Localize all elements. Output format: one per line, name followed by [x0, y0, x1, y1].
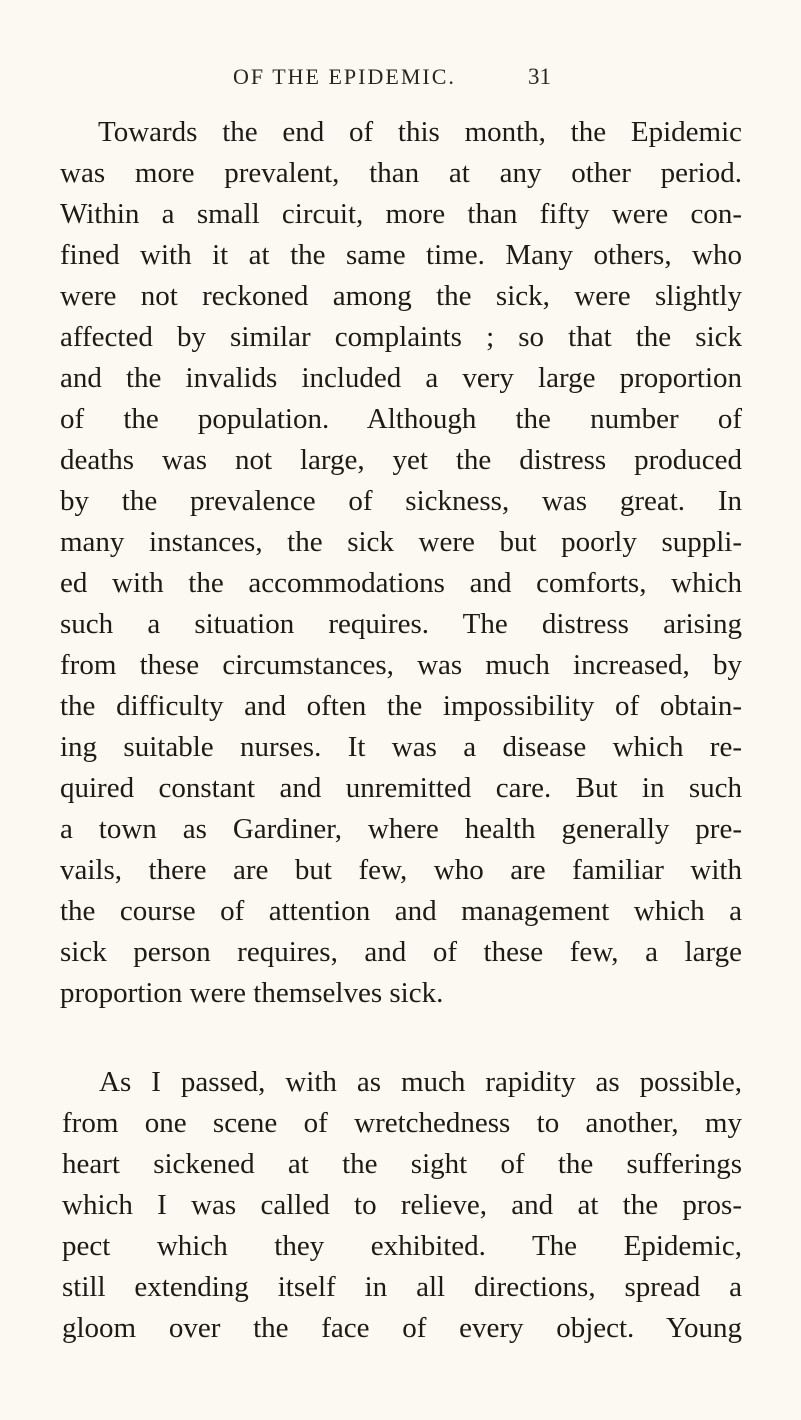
- text-line: affected by similar complaints ; so that the sick: [60, 321, 742, 353]
- text-line: the difficulty and often the impossibility of obtain-: [60, 690, 742, 722]
- page-number: 31: [528, 64, 551, 89]
- text-line: gloom over the face of every object. Young: [62, 1312, 742, 1344]
- text-line: were not reckoned among the sick, were slightly: [60, 280, 742, 312]
- text-line: such a situation requires. The distress arising: [60, 608, 742, 640]
- text-line: which I was called to relieve, and at the pros-: [62, 1189, 742, 1221]
- text-line: still extending itself in all directions, spread a: [62, 1271, 742, 1303]
- running-head: [0, 64, 801, 94]
- text-line: and the invalids included a very large proportion: [60, 362, 742, 394]
- running-title: OF THE EPIDEMIC.: [233, 64, 456, 89]
- text-line: deaths was not large, yet the distress produced: [60, 444, 742, 476]
- text-line: a town as Gardiner, where health generally pre-: [60, 813, 742, 845]
- text-line: Towards the end of this month, the Epidemic: [98, 116, 742, 148]
- text-line: quired constant and unremitted care. But in such: [60, 772, 742, 804]
- text-line: by the prevalence of sickness, was great. In: [60, 485, 742, 517]
- text-line: from one scene of wretchedness to another, my: [62, 1107, 742, 1139]
- text-line: pect which they exhibited. The Epidemic,: [62, 1230, 742, 1262]
- text-line: the course of attention and management which a: [60, 895, 742, 927]
- text-line: proportion were themselves sick.: [60, 977, 444, 1009]
- text-line: from these circumstances, was much increased, by: [60, 649, 742, 681]
- text-line: fined with it at the same time. Many others, who: [60, 239, 742, 271]
- text-line: Within a small circuit, more than fifty were con-: [60, 198, 742, 230]
- text-line: of the population. Although the number of: [60, 403, 742, 435]
- text-line: many instances, the sick were but poorly suppli-: [60, 526, 742, 558]
- text-line: As I passed, with as much rapidity as possible,: [99, 1066, 742, 1098]
- text-line: heart sickened at the sight of the sufferings: [62, 1148, 742, 1180]
- text-line: was more prevalent, than at any other period.: [60, 157, 742, 189]
- text-line: ed with the accommodations and comforts, which: [60, 567, 742, 599]
- text-line: sick person requires, and of these few, a large: [60, 936, 742, 968]
- text-line: vails, there are but few, who are familiar with: [60, 854, 742, 886]
- text-line: ing suitable nurses. It was a disease which re-: [60, 731, 742, 763]
